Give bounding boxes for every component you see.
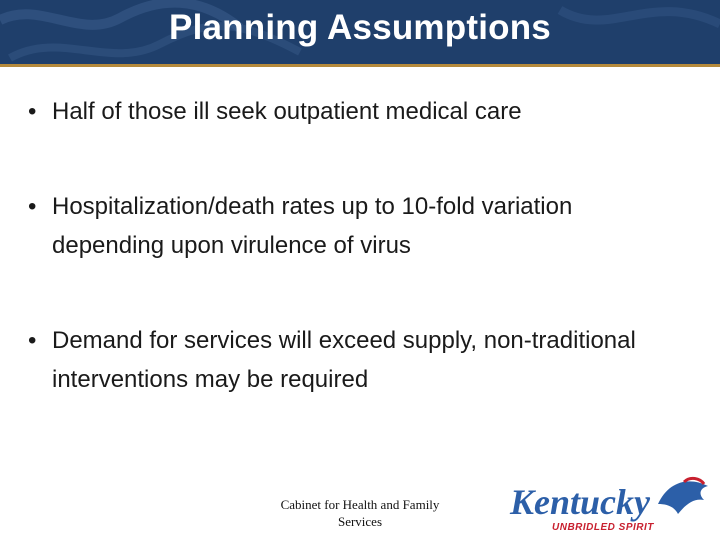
- bullet-text: Demand for services will exceed supply, non-traditional interventions may be required: [52, 327, 636, 393]
- slide-title: Planning Assumptions: [169, 8, 551, 47]
- bullet-item: [28, 321, 688, 399]
- kentucky-logo: [508, 474, 714, 536]
- footer-line-2: Services: [337, 514, 383, 529]
- bullet-marker: •: [28, 98, 37, 125]
- logo-tagline: UNBRIDLED SPIRIT: [552, 522, 654, 533]
- bullet-text: Half of those ill seek outpatient medical care: [52, 98, 522, 125]
- footer-line-1: Cabinet for Health and Family: [280, 497, 440, 512]
- bullet-marker: •: [28, 327, 37, 354]
- horse-head-icon: [658, 481, 708, 514]
- bullet-list: [28, 92, 688, 399]
- bullet-item: [28, 187, 688, 265]
- logo-wordmark: Kentucky: [510, 482, 650, 522]
- footer-cabinet-name: [268, 496, 452, 530]
- title-underline: [0, 64, 720, 67]
- title-bar: [0, 0, 720, 64]
- bullet-marker: •: [28, 193, 37, 220]
- bullet-text: Hospitalization/death rates up to 10-fold variation depending upon virulence of virus: [52, 193, 573, 259]
- bullet-item: [28, 92, 688, 131]
